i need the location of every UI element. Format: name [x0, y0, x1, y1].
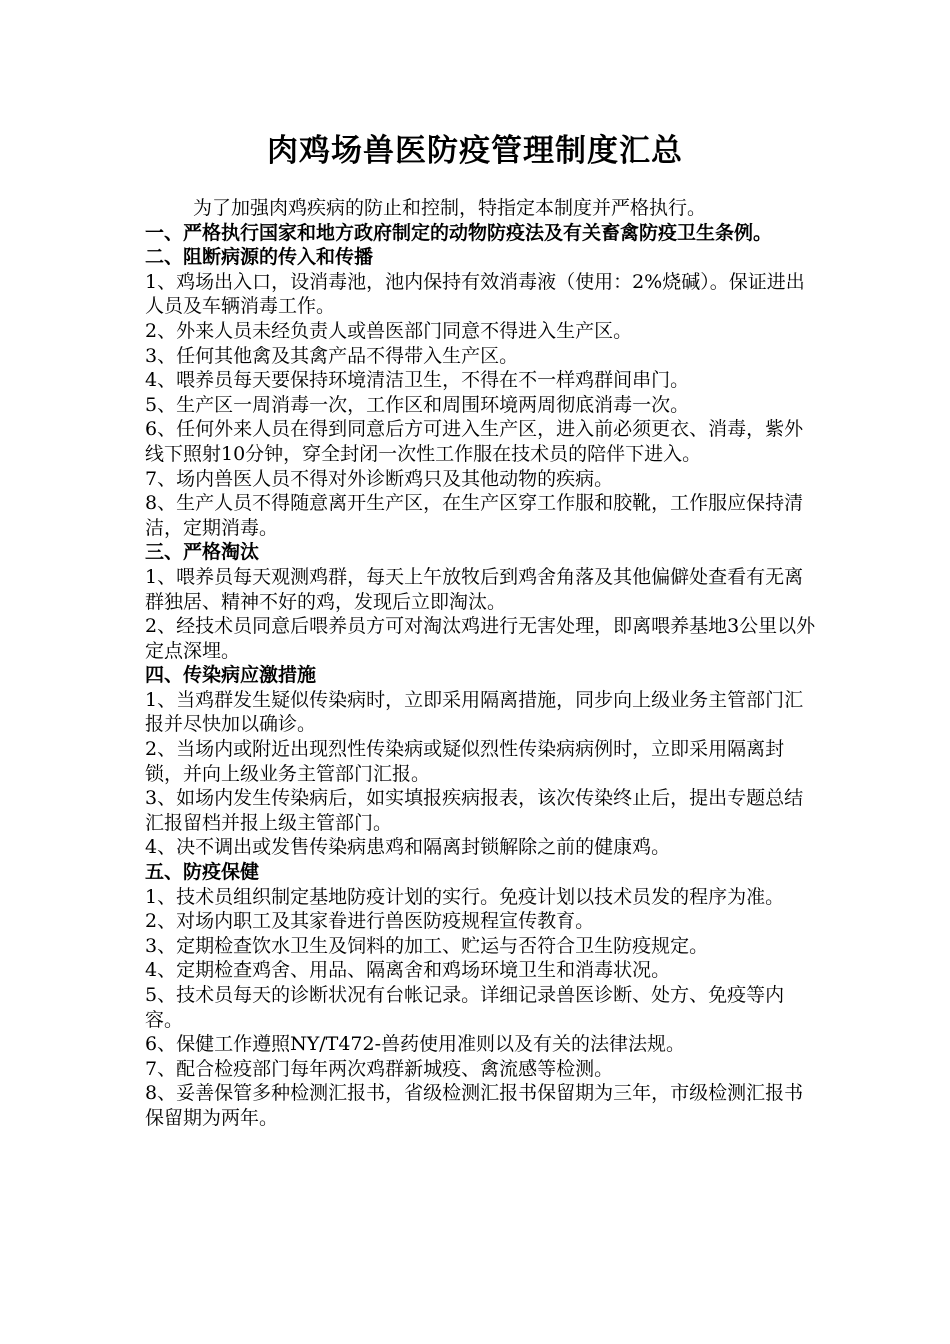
list-item: 4、决不调出或发售传染病患鸡和隔离封锁解除之前的健康鸡。 — [145, 836, 671, 859]
list-item: 5、生产区一周消毒一次，工作区和周围环境两周彻底消毒一次。 — [145, 393, 690, 416]
list-item: 3、定期检查饮水卫生及饲料的加工、贮运与否符合卫生防疫规定。 — [145, 934, 709, 957]
list-item: 8、生产人员不得随意离开生产区，在生产区穿工作服和胶靴，工作服应保持清洁，定期消毒。 — [145, 492, 804, 539]
list-item: 6、保健工作遵照NY/T472-兽药使用准则以及有关的法律法规。 — [145, 1033, 686, 1056]
section-3 — [145, 540, 817, 663]
document-body — [145, 196, 817, 1131]
list-item: 2、对场内职工及其家眷进行兽医防疫规程宣传教育。 — [145, 910, 595, 933]
list-item: 2、外来人员未经负责人或兽医部门同意不得进入生产区。 — [145, 319, 633, 342]
list-item: 6、任何外来人员在得到同意后方可进入生产区，进入前必须更衣、消毒，紫外线下照射10分钟，穿全封闭一次性工作服在技术员的陪伴下进入。 — [145, 418, 804, 465]
section-heading: 一、严格执行国家和地方政府制定的动物防疫法及有关畜禽防疫卫生条例。 — [145, 221, 773, 244]
list-item: 7、场内兽医人员不得对外诊断鸡只及其他动物的疾病。 — [145, 467, 614, 490]
intro-paragraph: 为了加强肉鸡疾病的防止和控制，特指定本制度并严格执行。 — [193, 197, 707, 219]
list-item: 2、经技术员同意后喂养员方可对淘汰鸡进行无害处理，即离喂养基地3公里以外定点深埋。 — [145, 615, 816, 662]
list-item: 1、当鸡群发生疑似传染病时，立即采用隔离措施，同步向上级业务主管部门汇报并尽快加以确诊。 — [145, 688, 804, 736]
section-1 — [145, 221, 817, 246]
list-item: 1、鸡场出入口，设消毒池，池内保持有效消毒液（使用：2%烧碱）。保证进出人员及车辆消毒工作。 — [145, 270, 805, 318]
section-heading: 二、阻断病源的传入和传播 — [145, 246, 374, 269]
list-item: 7、配合检疫部门每年两次鸡群新城疫、禽流感等检测。 — [145, 1057, 614, 1080]
list-item: 2、当场内或附近出现烈性传染病或疑似烈性传染病病例时，立即采用隔离封锁，并向上级业务主管部门汇报。 — [145, 738, 785, 785]
list-item: 4、定期检查鸡舍、用品、隔离舍和鸡场环境卫生和消毒状况。 — [145, 959, 671, 982]
list-item: 3、任何其他禽及其禽产品不得带入生产区。 — [145, 344, 519, 367]
list-item: 4、喂养员每天要保持环境清洁卫生，不得在不一样鸡群间串门。 — [145, 369, 690, 392]
section-heading: 四、传染病应激措施 — [145, 664, 317, 687]
section-2 — [145, 245, 817, 540]
list-item: 1、技术员组织制定基地防疫计划的实行。免疫计划以技术员发的程序为准。 — [145, 885, 785, 908]
list-item: 5、技术员每天的诊断状况有台帐记录。详细记录兽医诊断、处方、免疫等内容。 — [145, 984, 785, 1031]
list-item: 3、如场内发生传染病后，如实填报疾病报表，该次传染终止后，提出专题总结汇报留档并报上级主管部门。 — [145, 787, 804, 834]
section-5 — [145, 860, 817, 1131]
section-4 — [145, 663, 817, 860]
list-item: 1、喂养员每天观测鸡群，每天上午放牧后到鸡舍角落及其他偏僻处查看有无离群独居、精神不好的鸡，发现后立即淘汰。 — [145, 565, 804, 613]
section-heading: 五、防疫保健 — [145, 861, 260, 884]
list-item: 8、妥善保管多种检测汇报书，省级检测汇报书保留期为三年，市级检测汇报书保留期为两年。 — [145, 1082, 804, 1129]
section-heading: 三、严格淘汰 — [145, 541, 260, 564]
document-title: 肉鸡场兽医防疫管理制度汇总 — [267, 133, 683, 169]
